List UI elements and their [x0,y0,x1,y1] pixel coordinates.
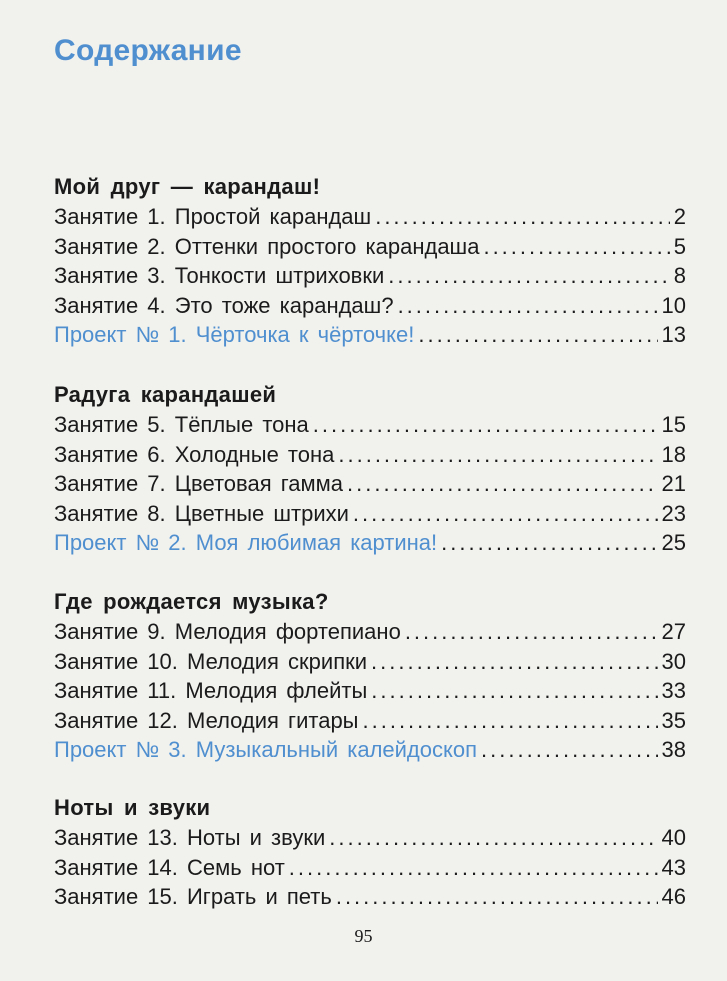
leader-dots [483,232,669,262]
toc-entry[interactable] [54,853,686,883]
entry-page: 13 [661,322,686,347]
leader-dots [289,853,658,883]
entry-label: Занятие 4. Это тоже карандаш? [54,292,394,318]
toc-entry-project[interactable] [54,320,686,350]
toc-entry[interactable] [54,823,686,853]
entry-page: 21 [661,471,686,496]
entry-page: 15 [661,412,686,437]
entry-page: 2 [673,204,686,229]
entry-label: Занятие 15. Играть и петь [54,884,332,909]
leader-dots [363,706,658,736]
toc-entry[interactable] [54,499,686,529]
leader-dots [371,647,657,677]
entry-page: 35 [661,707,686,733]
section-heading: Где рождается музыка? [54,589,329,614]
entry-label: Занятие 2. Оттенки простого карандаша [54,233,480,259]
toc-entry[interactable] [54,410,686,440]
entry-label: Занятие 13. Ноты и звуки [54,825,326,850]
entry-label: Занятие 9. Мелодия фортепиано [54,619,401,644]
leader-dots [336,882,658,912]
entry-page: 10 [661,292,686,318]
toc-entry[interactable] [54,676,686,706]
leader-dots [347,469,658,499]
toc-entry[interactable] [54,440,686,470]
entry-page: 46 [661,884,686,909]
entry-label: Занятие 1. Простой карандаш [54,204,372,229]
entry-label: Занятие 12. Мелодия гитары [54,707,359,733]
toc-entry-project[interactable] [54,735,686,765]
leader-dots [388,261,669,291]
leader-dots [353,499,658,529]
leader-dots [405,617,658,647]
entry-label: Занятие 3. Тонкости штриховки [54,263,385,288]
toc-entry[interactable] [54,617,686,647]
toc-entry[interactable] [54,647,686,677]
entry-label: Проект № 1. Чёрточка к чёрточке! [54,322,415,347]
toc-entry[interactable] [54,469,686,499]
leader-dots [313,410,658,440]
entry-page: 43 [661,854,686,880]
leader-dots [371,676,657,706]
toc-entry[interactable] [54,232,686,262]
entry-page: 30 [661,648,686,674]
toc-entry[interactable] [54,202,686,232]
entry-label: Занятие 5. Тёплые тона [54,412,309,437]
leader-dots [418,320,657,350]
leader-dots [329,823,657,853]
entry-label: Проект № 3. Музыкальный калейдоскоп [54,737,478,762]
entry-label: Занятие 14. Семь нот [54,854,285,880]
entry-label: Занятие 10. Мелодия скрипки [54,648,368,674]
toc-section-pencil [54,172,686,350]
entry-page: 38 [661,737,686,762]
entry-label: Занятие 11. Мелодия флейты [54,678,368,703]
toc-entry[interactable] [54,261,686,291]
page-number: 95 [354,926,373,946]
section-heading: Радуга карандашей [54,382,277,407]
entry-label: Занятие 8. Цветные штрихи [54,500,349,526]
toc-entry-project[interactable] [54,528,686,558]
leader-dots [481,735,657,765]
entry-page: 18 [661,441,686,467]
section-heading: Ноты и звуки [54,795,211,820]
entry-label: Занятие 7. Цветовая гамма [54,471,344,496]
toc-entry[interactable] [54,882,686,912]
entry-page: 27 [661,619,686,644]
entry-page: 33 [661,678,686,703]
entry-page: 23 [661,500,686,526]
leader-dots [398,291,658,321]
entry-label: Проект № 2. Моя любимая картина! [54,530,438,555]
toc-section-rainbow [54,380,686,558]
leader-dots [338,440,657,470]
leader-dots [375,202,670,232]
leader-dots [441,528,657,558]
entry-label: Занятие 6. Холодные тона [54,441,335,467]
entry-page: 25 [661,530,686,555]
page-title: Содержание [54,34,242,67]
toc-section-music [54,587,686,765]
entry-page: 8 [673,263,686,288]
section-heading: Мой друг — карандаш! [54,174,321,199]
toc-entry[interactable] [54,291,686,321]
toc-entry[interactable] [54,706,686,736]
entry-page: 5 [673,233,686,259]
entry-page: 40 [661,825,686,850]
toc-section-notes [54,793,686,912]
